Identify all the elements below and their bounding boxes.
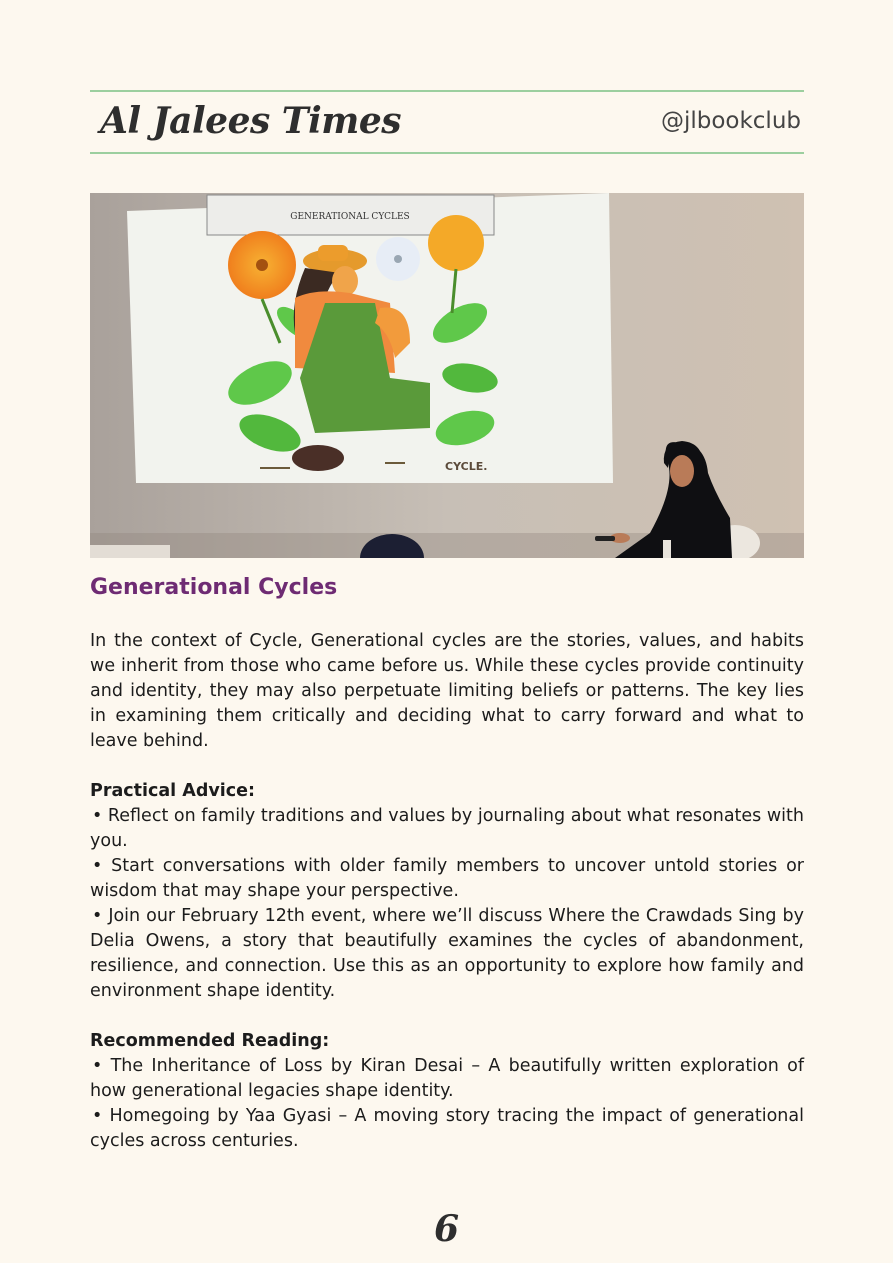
masthead-handle: @jlbookclub [660, 108, 801, 134]
recommended-reading-heading: Recommended Reading: [90, 1031, 330, 1051]
list-item: • The Inheritance of Loss by Kiran Desai – A beautifully written exploration of how generational legacies shape identity. [90, 1056, 804, 1101]
slide-title: GENERATIONAL CYCLES [290, 212, 410, 222]
masthead-title: Al Jalees Times [100, 100, 402, 142]
masthead-top-rule [90, 90, 804, 92]
list-item: • Start conversations with older family members to uncover untold stories or wisdom that may shape your perspective. [90, 856, 804, 901]
slide-signature: CYCLE. [445, 460, 488, 473]
practical-advice-heading: Practical Advice: [90, 781, 255, 801]
list-item: • Reflect on family traditions and values by journaling about what resonates with you. [90, 806, 804, 851]
article-intro: In the context of Cycle, Generational cycles are the stories, values, and habits we inherit from those who came before us. While these cycles provide continuity and identity, they may also perpetuate limiting beliefs or patterns. The key lies in examining them critically and deciding what to carry forward and what to leave behind. [90, 631, 804, 751]
masthead-bottom-rule [90, 152, 804, 154]
page-number: 6 [433, 1208, 460, 1250]
event-photo [90, 193, 804, 558]
article-headline: Generational Cycles [90, 575, 338, 600]
list-item: • Join our February 12th event, where we’ll discuss Where the Crawdads Sing by Delia Owens, a story that beautifully examines the cycles of abandonment, resilience, and connection. Use this as an opportunity to explore how family and environment shape identity. [90, 906, 804, 1001]
projected-slide [127, 193, 613, 483]
article-body [90, 629, 804, 1154]
list-item: • Homegoing by Yaa Gyasi – A moving story tracing the impact of generational cycles across centuries. [90, 1106, 804, 1151]
